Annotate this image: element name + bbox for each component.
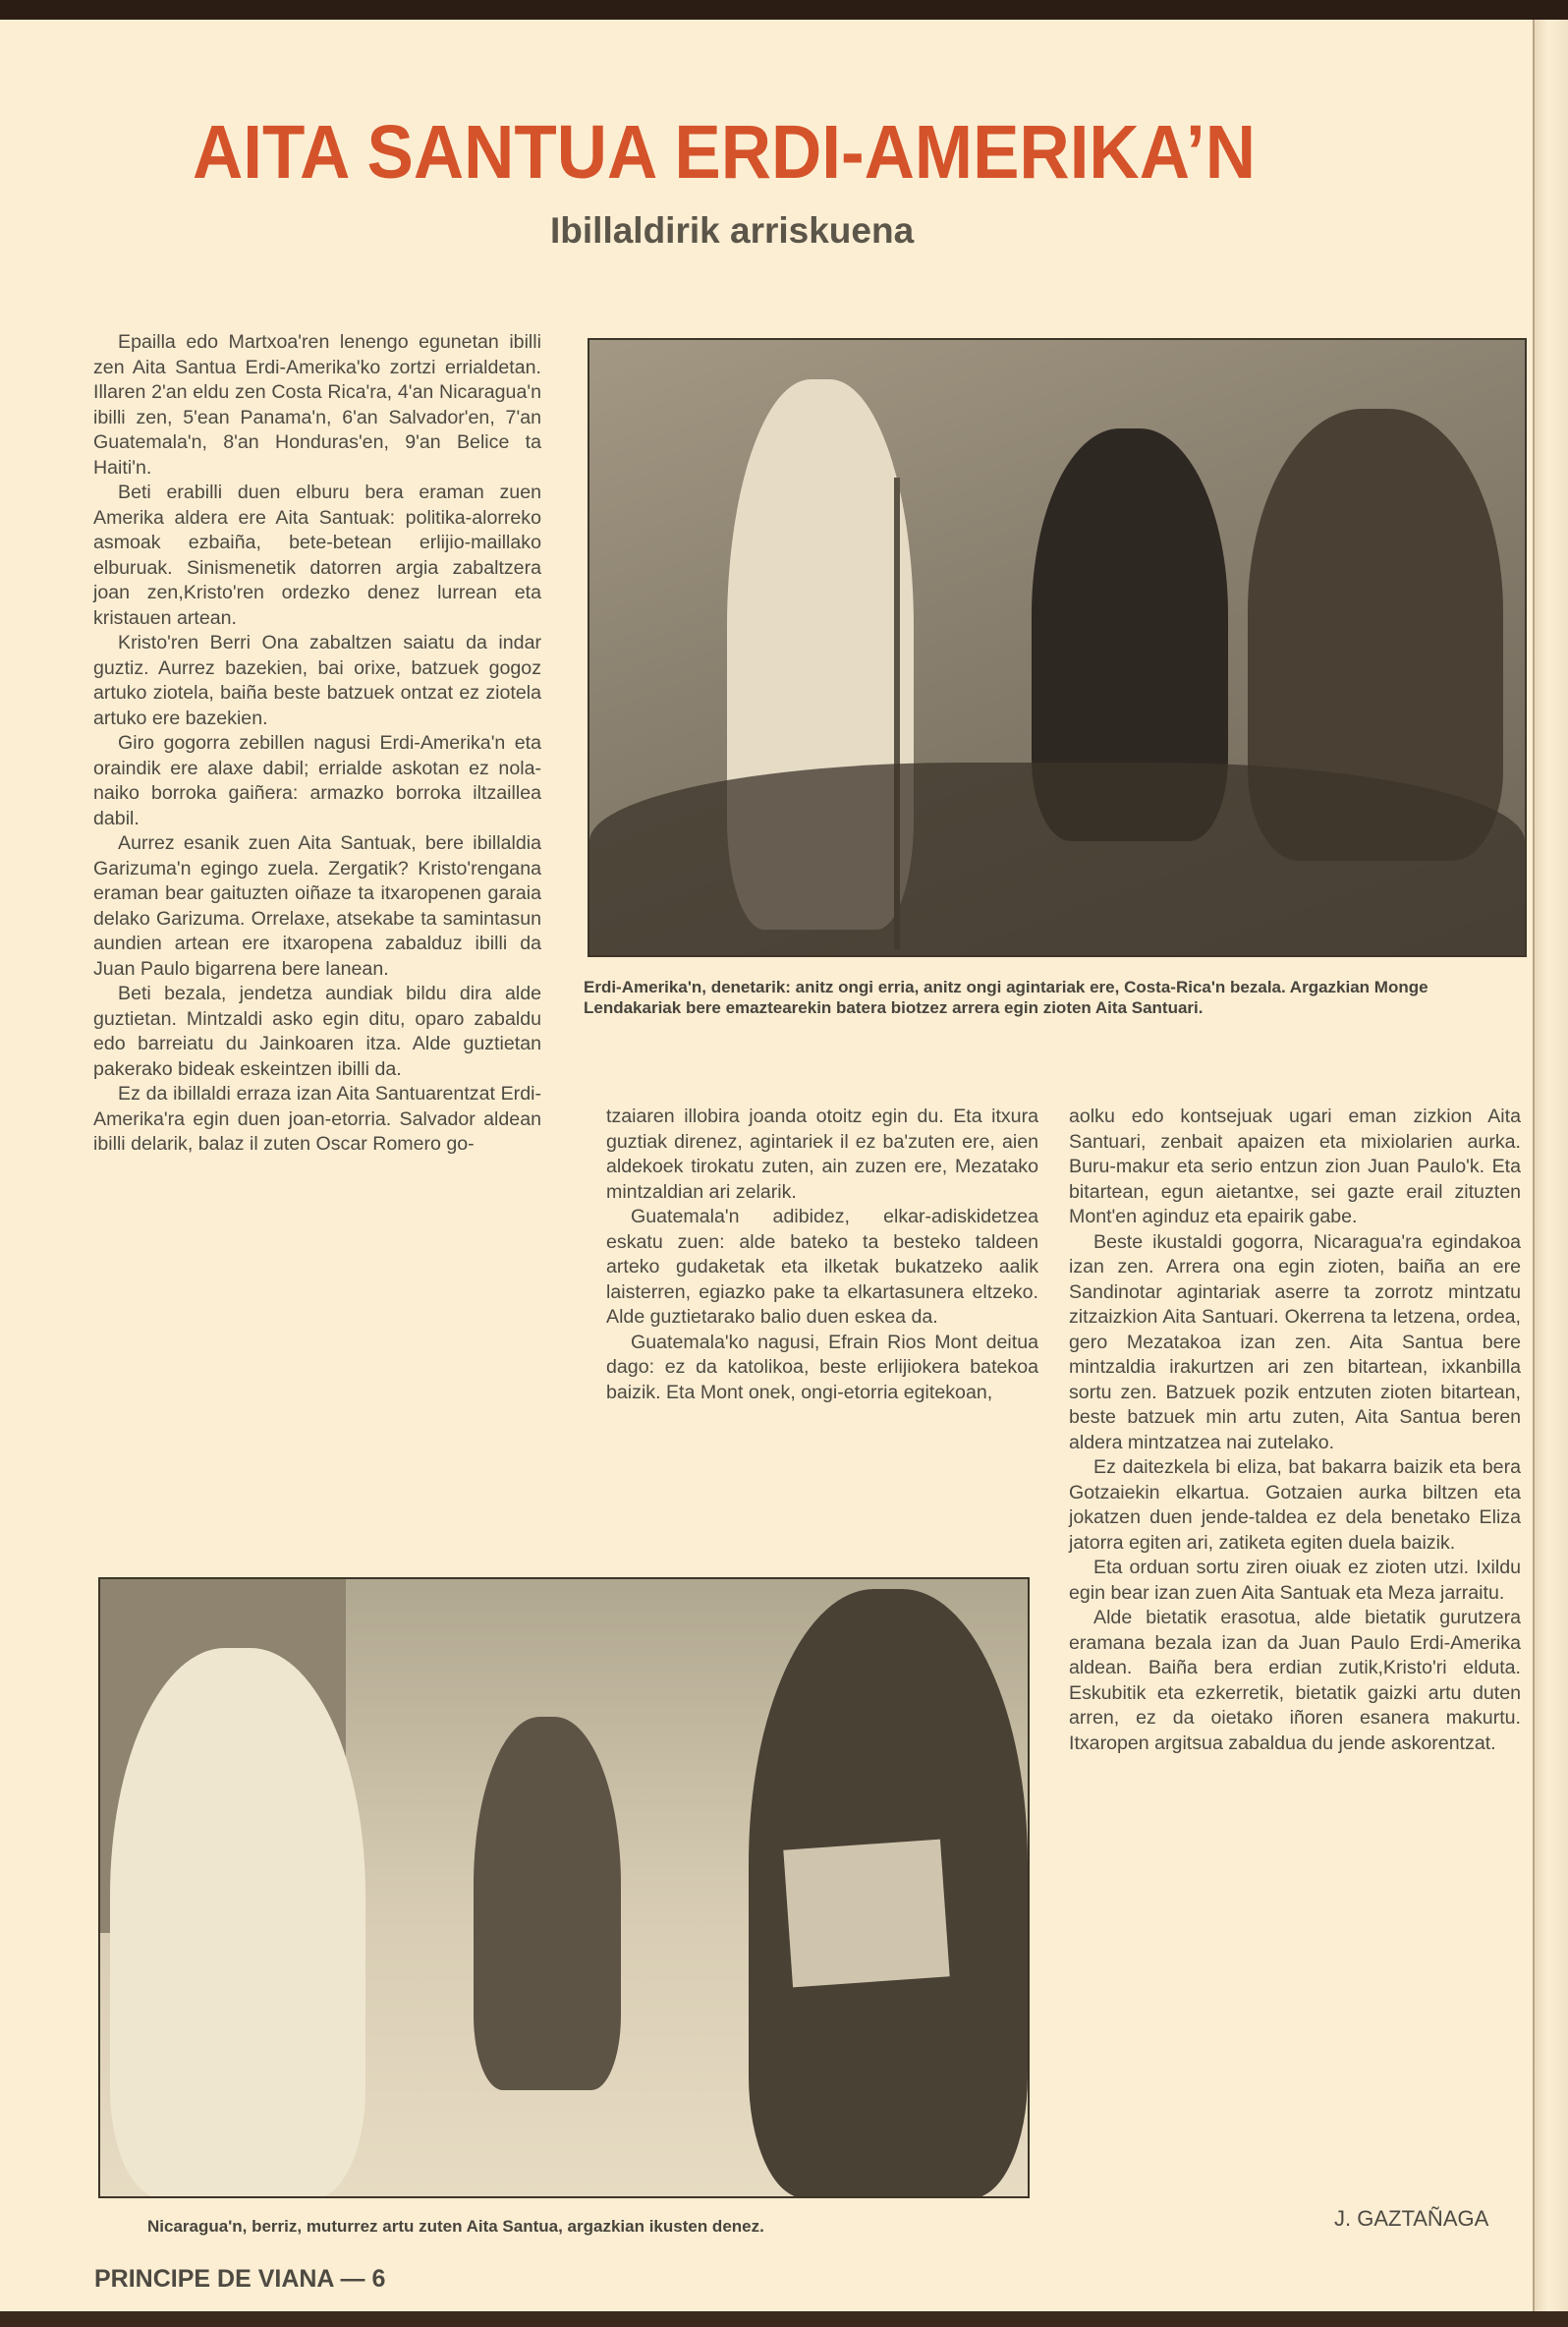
- paragraph: tzaiaren illobira joanda otoitz egin du. Eta itxura guztiak direnez, agintariek il ez ba'zuten ere, aien aldekoek tirokatu zuten, ain zuzen ere, Mezatako mintzaldian ari zelarik.: [606, 1106, 1038, 1203]
- photo-figure-official: [474, 1717, 621, 2090]
- paragraph: Beti erabilli duen elburu bera eraman zuen Amerika aldera ere Aita Santuak: politika-alorreko asmoak ezbaiña, bete-betean erlijio-maillako elburuak. Sinismenetik datorren argia zabaltzera joan zen,Kristo'ren ordezko denez lurrean eta kristauen artean.: [93, 482, 541, 629]
- page-footer: PRINCIPE DE VIANA — 6: [94, 2265, 386, 2293]
- paragraph: aolku edo kontsejuak ugari eman zizkion Aita Santuari, zenbait apaizen eta mixiolarien aurka. Buru-makur eta serio entzun zion Juan Paulo'k. Eta bitartean, egun aietantxe, sei gazte erail zituzten Mont'en aginduz eta epairik gabe.: [1069, 1106, 1521, 1227]
- photo-caption-costa-rica: Erdi-Amerika'n, denetarik: anitz ongi erria, anitz ongi agintariak ere, Costa-Rica'n bezala. Argazkian Monge Lendakariak bere emaztearekin batera biotzez arrera egin zioten Aita Santuari.: [584, 978, 1428, 1017]
- paragraph: Alde bietatik erasotua, alde bietatik gurutzera eramana bezala izan da Juan Paulo Erdi-Amerika aldean. Baiña bera erdian zutik,Kristo'ri elduta. Eskubitik eta ezkerretik, bietatik gaizki artu duten arren, ez da oietako iñoren esanera makurtu. Itxaropen argitsua zabaldua du jende askorentzat.: [1069, 1607, 1521, 1754]
- photo-costa-rica: [588, 338, 1527, 957]
- paragraph: Ez da ibillaldi erraza izan Aita Santuarentzat Erdi-Amerika'ra egin duen joan-etorria. Salvador aldean ibilli delarik, balaz il zuten Oscar Romero go-: [93, 1083, 541, 1155]
- article-subtitle: Ibillaldirik arriskuena: [550, 210, 915, 251]
- article-title: AITA SANTUA ERDI-AMERIKA’N: [193, 111, 1257, 196]
- paragraph: Ez daitezkela bi eliza, bat bakarra baizik eta bera Gotzaiekin elkartua. Gotzaien aurka biltzen eta jokatzen duen jende-taldea ez dela benetako Eliza jatorra egiten ari, zatiketa egiten duela baizik.: [1069, 1456, 1521, 1554]
- paragraph: Aurrez esanik zuen Aita Santuak, bere ibillaldia Garizuma'n egingo zuela. Zergatik? Kristo'rengana eraman bear gaituzten oiñaze ta itxaropenen garaia delako Garizuma. Orrelaxe, atsekabe ta samintasun aundien artean ere itxaropena zabalduz ibilli da Juan Paulo bigarrena bere lanean.: [93, 832, 541, 980]
- photo-caption-nicaragua: Nicaragua'n, berriz, muturrez artu zuten Aita Santua, argazkian ikusten denez.: [147, 2217, 764, 2236]
- photo-figure-pope: [110, 1648, 365, 2198]
- photo-nicaragua: [98, 1577, 1030, 2198]
- photo-lectern-paper: [783, 1840, 949, 1988]
- text-column-right: [1069, 1105, 1521, 1756]
- paragraph: Guatemala'n adibidez, elkar-adiskidetzea eskatu zuen: alde bateko ta besteko taldeen arteko gudaketak eta ilketak bukatzeko aalik laisterren, egiazko pake ta elkartasunera eltzeko. Alde guztietarako balio duen eskea da.: [606, 1206, 1038, 1328]
- paragraph: Beti bezala, jendetza aundiak bildu dira alde guztietan. Mintzaldi asko egin ditu, oparo zabaldu edo barreiatu du Jainkoaren itza. Alde guztietan pakerako bideak eskeintzen ibilli da.: [93, 983, 541, 1080]
- text-column-left: [93, 330, 541, 1158]
- paragraph: Epailla edo Martxoa'ren lenengo egunetan ibilli zen Aita Santua Erdi-Amerika'ko zortzi errialdetan. Illaren 2'an eldu zen Costa Rica'ra, 4'an Nicaragua'n ibilli zen, 5'ean Panama'n, 6'an Salvador'en, 7'an Guatemala'n, 8'an Honduras'en, 9'an Belice ta Haiti'n.: [93, 331, 541, 479]
- author-byline: J. GAZTAÑAGA: [1334, 2206, 1489, 2231]
- paragraph: Kristo'ren Berri Ona zabaltzen saiatu da indar guztiz. Aurrez bazekien, bai orixe, batzuek gogoz artuko ziotela, baiña beste batzuek ontzat ez ziotela artuko ere bazekien.: [93, 632, 541, 729]
- paragraph: Eta orduan sortu ziren oiuak ez zioten utzi. Ixildu egin bear izan zuen Aita Santuak eta Meza jarraitu.: [1069, 1557, 1521, 1604]
- scan-top-edge: [0, 0, 1568, 20]
- text-column-middle: [606, 1105, 1038, 1405]
- paragraph: Beste ikustaldi gogorra, Nicaragua'ra egindakoa izan zen. Arrera ona egin zioten, baiña an ere Sandinotar agintariak aserre ta zorrotz mintzatu zitzaizkion Aita Santuari. Okerrena ta letzena, ordea, gero Mezatakoa izan zen. Aita Santua bere mintzaldia irakurtzen ari zen bitartean, ixkanbilla sortu zen. Batzuek pozik entzuten zioten bitartean, beste batzuek min artu zuten, Aita Santua beren aldera mintzatzea nai zutelako.: [1069, 1230, 1521, 1453]
- paragraph: Giro gogorra zebillen nagusi Erdi-Amerika'n eta oraindik ere alaxe dabil; errialde askotan ez nola-naiko borroka gaiñera: armazko borroka iltzaillea dabil.: [93, 732, 541, 829]
- paragraph: Guatemala'ko nagusi, Efrain Rios Mont deitua dago: ez da katolikoa, beste erlijiokera batekoa baizik. Eta Mont onek, ongi-etorria egitekoan,: [606, 1331, 1038, 1403]
- page-spine: [1533, 20, 1568, 2311]
- scan-bottom-edge: [0, 2311, 1568, 2327]
- photo-crowd: [589, 763, 1525, 957]
